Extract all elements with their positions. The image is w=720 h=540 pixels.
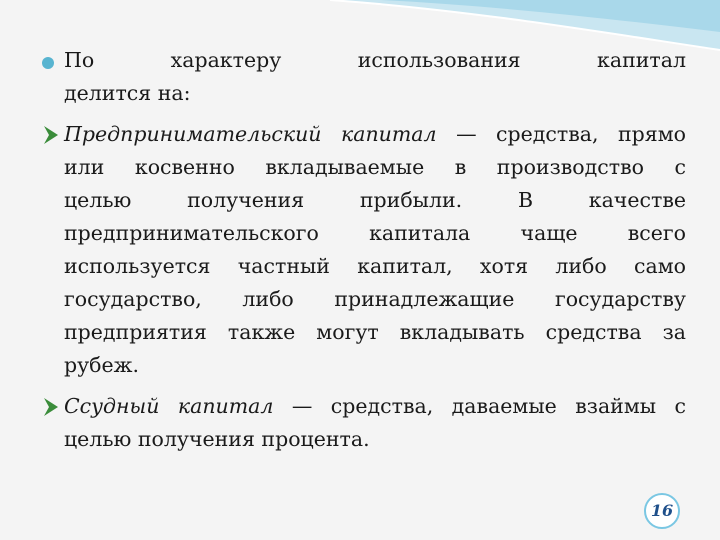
round-bullet-icon <box>42 57 54 69</box>
bullet2-definition-start: — средства, прямо <box>436 122 687 146</box>
bullet3-definition-start: — средства, даваемые взаймы с <box>273 394 686 418</box>
arrow-bullet-icon <box>42 396 60 418</box>
term-loan-capital: Ссудный капитал <box>64 394 274 418</box>
bullet2-line: предприятия также могут вкладывать средства за <box>64 320 686 344</box>
term-entrepreneurial-capital: Предпринимательский капитал <box>64 122 437 146</box>
bullet1-word: По <box>64 48 95 72</box>
bullet3-line-last: целью получения процента. <box>64 427 370 451</box>
arrow-bullet-icon <box>42 124 60 146</box>
bullet2-line-1 <box>42 118 686 151</box>
bullet2-line: предпринимательского капитала чаще всего <box>64 221 686 245</box>
bullet2-line: государство, либо принадлежащие государству <box>64 287 686 311</box>
bullet1-word: капитал <box>597 48 686 72</box>
bullet1-word: использования <box>357 48 521 72</box>
bullet2-line: используется частный капитал, хотя либо само <box>64 254 686 278</box>
bullet2-line: или косвенно вкладываемые в производство с <box>64 155 686 179</box>
bullet2-line: целью получения прибыли. В качестве <box>64 188 686 212</box>
page-number-badge: 16 <box>644 493 680 529</box>
bullet2-line-last: рубеж. <box>64 353 140 377</box>
bullet1-line-2: делится на: <box>64 81 191 105</box>
bullet1-word: характеру <box>170 48 282 72</box>
slide-content <box>42 44 686 456</box>
bullet3-line-1 <box>42 390 686 423</box>
bullet1-line-1 <box>42 44 686 77</box>
